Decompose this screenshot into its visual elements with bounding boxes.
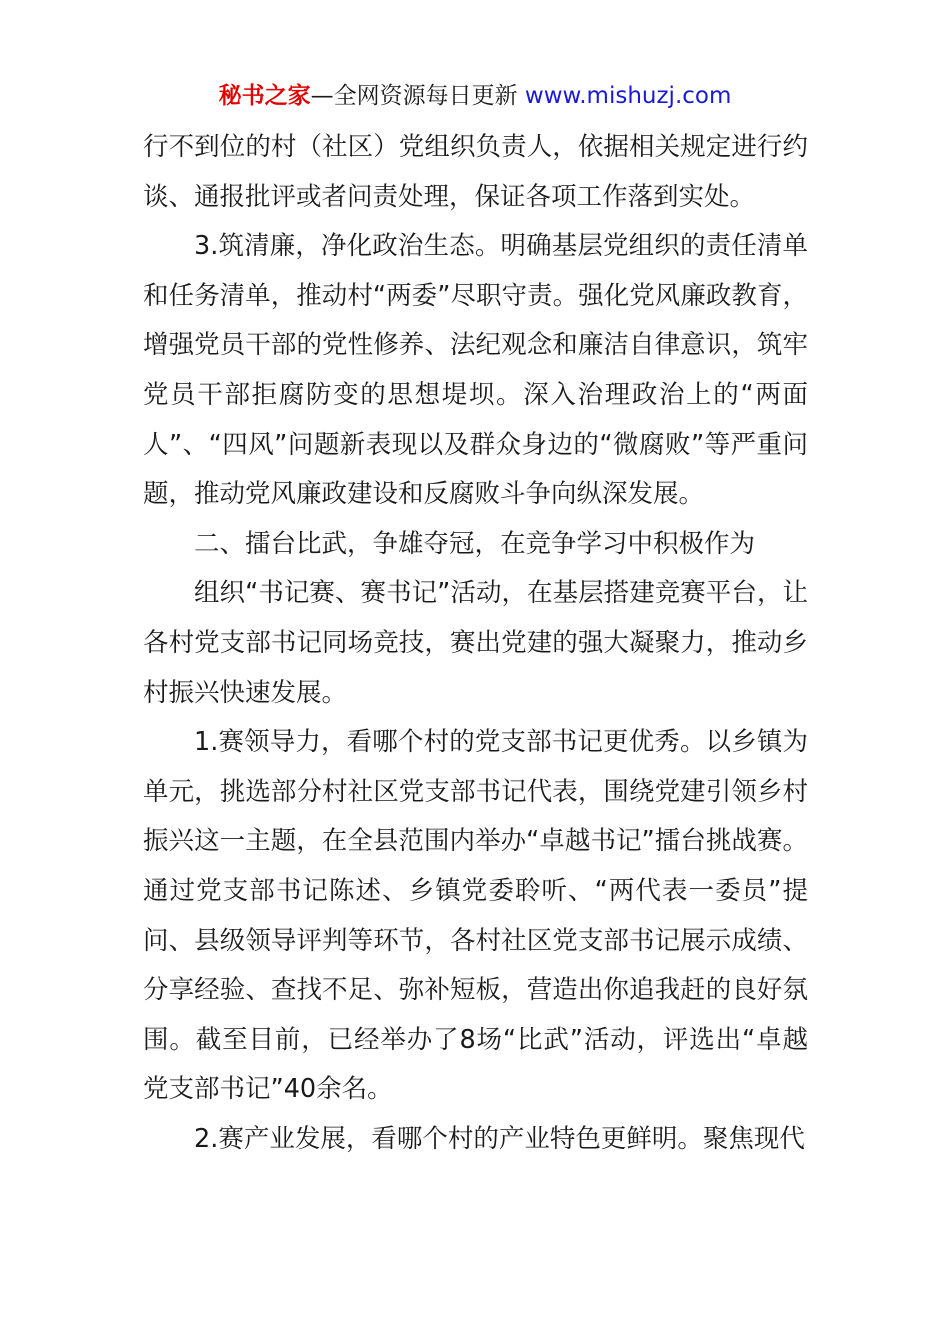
- paragraph-item-1: 1.赛领导力，看哪个村的党支部书记更优秀。以乡镇为单元，挑选部分村社区党支部书记代表，围绕党建引领乡村振兴这一主题，在全县范围内举办“卓越书记”擂台挑战赛。通过党支部书记陈述、乡镇党委聆听、“两代表一委员”提问、县级领导评判等环节，各村社区党支部书记展示成绩、分享经验、查找不足、弥补短板，营造出你追我赶的良好氛围。截至目前，已经举办了8场“比武”活动，评选出“卓越党支部书记”40余名。: [143, 727, 808, 1105]
- site-slogan: —全网资源每日更新: [310, 83, 525, 109]
- paragraph-item-2: 2.赛产业发展，看哪个村的产业特色更鲜明。聚焦现代: [194, 1123, 805, 1154]
- section-heading-2: 二、擂台比武，争雄夺冠，在竞争学习中积极作为: [194, 528, 756, 559]
- document-body: [143, 123, 808, 1164]
- paragraph-continuation: 行不到位的村（社区）党组织负责人，依据相关规定进行约谈、通报批评或者问责处理，保证各项工作落到实处。: [143, 132, 808, 212]
- site-brand: 秘书之家: [218, 83, 311, 109]
- paragraph-intro: 组织“书记赛、赛书记”活动，在基层搭建竞赛平台，让各村党支部书记同场竞技，赛出党建的强大凝聚力，推动乡村振兴快速发展。: [143, 578, 808, 708]
- site-url-link[interactable]: www.mishuzj.com: [524, 83, 732, 109]
- site-header: [0, 78, 950, 114]
- paragraph-section-3: 3.筑清廉，净化政治生态。明确基层党组织的责任清单和任务清单，推动村“两委”尽职守责。强化党风廉政教育，增强党员干部的党性修养、法纪观念和廉洁自律意识，筑牢党员干部拒腐防变的思想堤坝。深入治理政治上的“两面人”、“四风”问题新表现以及群众身边的“微腐败”等严重问题，推动党风廉政建设和反腐败斗争向纵深发展。: [143, 231, 808, 510]
